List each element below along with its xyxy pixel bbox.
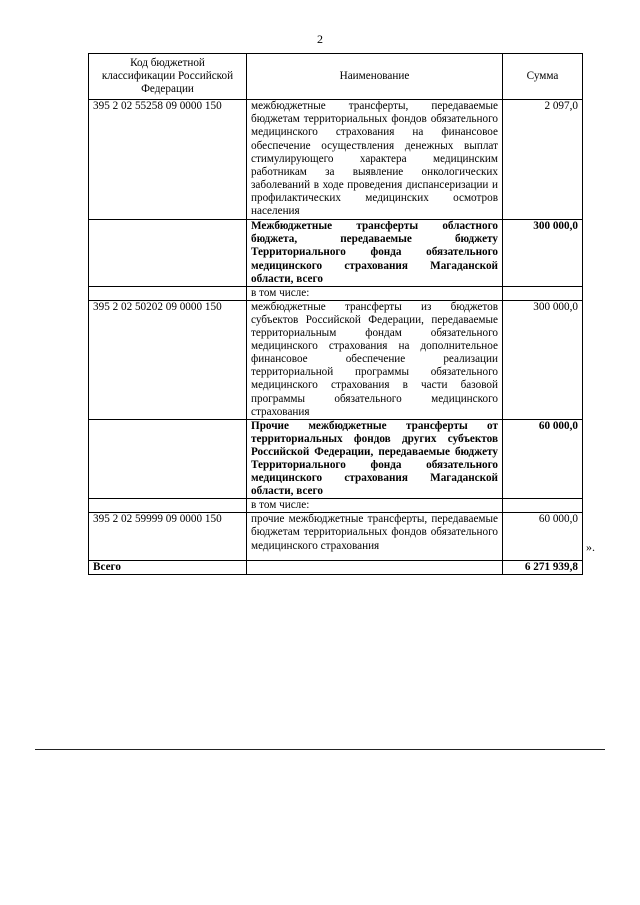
row-name: межбюджетные трансферты, передаваемые бюджетам территориальных фондов обязательного медицинского страхования на финансовое обеспечение осуществления денежных выплат стимулирующего характера медицинским работникам за выявление онкологических заболеваний в ходе проведения диспансеризации и профилактических медицинских осмотров населения [247,100,503,220]
row-code: 395 2 02 50202 09 0000 150 [89,300,247,419]
row-amount: 60 000,0 [503,419,583,499]
row-name: прочие межбюджетные трансферты, передаваемые бюджетам территориальных фондов обязательного медицинского страхования [247,513,503,561]
total-amount: 6 271 939,8 [503,561,583,575]
row-name: Прочие межбюджетные трансферты от территориальных фондов других субъектов Российской Федерации, передаваемые бюджету Территориального фонда обязательного медицинского страхования Магаданской области, всего [247,419,503,499]
budget-table [88,53,583,575]
table-row [89,100,583,220]
table-row-subtotal [89,419,583,499]
row-code [89,419,247,499]
row-code [89,220,247,286]
row-amount [503,286,583,300]
row-code: 395 2 02 59999 09 0000 150 [89,513,247,561]
table-row-including [89,286,583,300]
header-name: Наименование [247,54,503,100]
row-amount: 60 000,0 [503,513,583,561]
row-name: в том числе: [247,499,503,513]
total-empty-cell [247,561,503,575]
table-row-subtotal [89,220,583,286]
row-name: межбюджетные трансферты из бюджетов субъектов Российской Федерации, передаваемые территориальным фондам обязательного медицинского страхования на дополнительное финансовое обеспечение реализации территориальной программы обязательного медицинского страхования в части базовой программы обязательного медицинского страхования [247,300,503,419]
row-code [89,286,247,300]
table-row [89,513,583,561]
row-amount [503,499,583,513]
row-name: в том числе: [247,286,503,300]
table-row-total [89,561,583,575]
header-amount: Сумма [503,54,583,100]
table-row [89,300,583,419]
row-name: Межбюджетные трансферты областного бюджета, передаваемые бюджету Территориального фонда обязательного медицинского страхования Магаданской области, всего [247,220,503,286]
page-number: 2 [317,32,323,46]
header-code: Код бюджетной классификации Российской Федерации [89,54,247,100]
row-code: 395 2 02 55258 09 0000 150 [89,100,247,220]
table-header-row [89,54,583,100]
bottom-divider [35,749,605,750]
row-amount: 2 097,0 [503,100,583,220]
row-amount: 300 000,0 [503,300,583,419]
table-row-including [89,499,583,513]
row-code [89,499,247,513]
closing-quote: ». [586,540,595,554]
total-label: Всего [89,561,247,575]
row-amount: 300 000,0 [503,220,583,286]
